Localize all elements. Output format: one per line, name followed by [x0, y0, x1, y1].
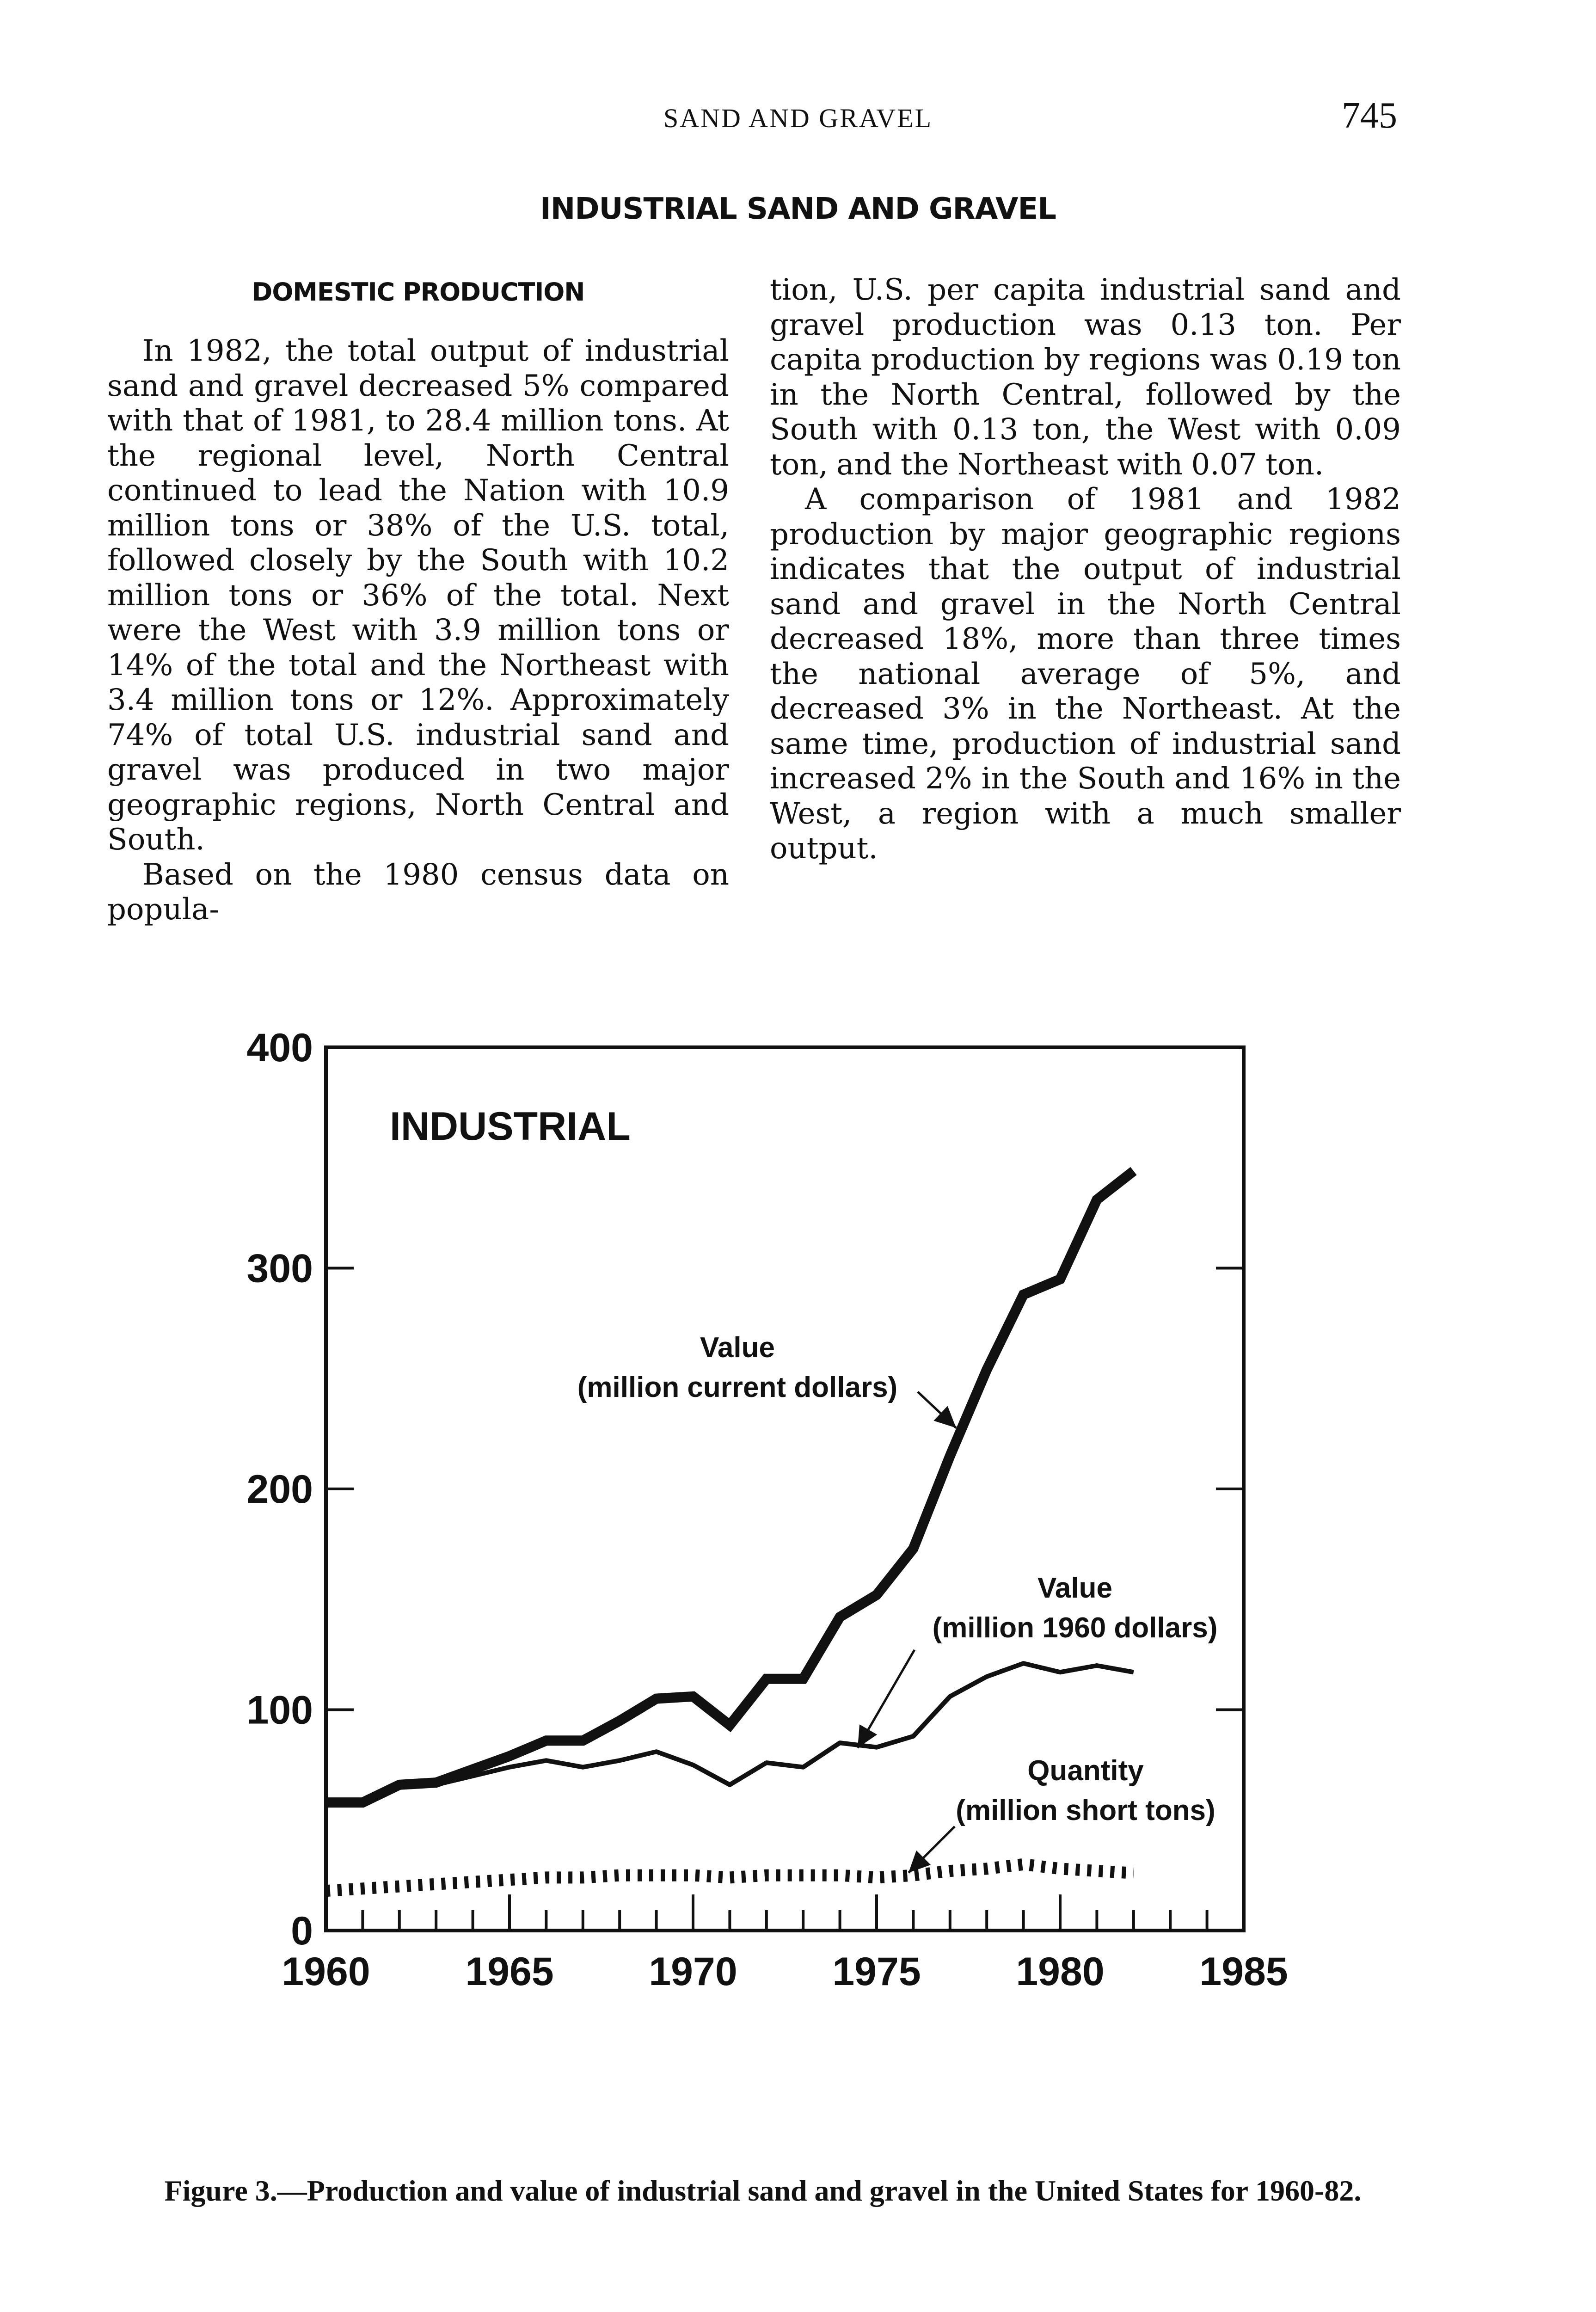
label-value-current-dollars-line1: Value	[700, 1332, 775, 1364]
paragraph-1: In 1982, the total output of industrial sand and gravel decreased 5% compared with that of 1981, to 28.4 million tons. At the regional level, North Central continued to lead the Nation with 10.9 million tons or 38% of the U.S. total, followed closely by the South with 10.2 million tons or 36% of the total. Next were the West with 3.9 million tons or 14% of the total and the Northeast with 3.4 million tons or 12%. Approximately 74% of total U.S. industrial sand and gravel was produced in two major geographic regions, North Central and South.	[107, 334, 729, 857]
y-tick-label: 100	[246, 1688, 313, 1733]
series-value-1960-dollars	[326, 1663, 1134, 1802]
label-quantity-short-tons-line2: (million short tons)	[956, 1795, 1215, 1826]
section-title: INDUSTRIAL SAND AND GRAVEL	[540, 192, 1056, 226]
x-tick-label: 1960	[282, 1949, 370, 1994]
paragraph-2-continued: tion, U.S. per capita industrial sand and gravel production was 0.13 ton. Per capita production by regions was 0.19 ton in the North Central, followed by the South with 0.13 ton, the West with 0.09 ton, and the Northeast with 0.07 ton.	[770, 273, 1401, 482]
page-number: 745	[1342, 95, 1397, 136]
label-value-current-dollars-line2: (million current dollars)	[577, 1371, 898, 1403]
label-value-1960-dollars-line1: Value	[1037, 1572, 1112, 1604]
series-quantity-short-tons	[326, 1864, 1134, 1891]
running-head: SAND AND GRAVEL	[663, 103, 933, 133]
x-tick-label: 1965	[465, 1949, 554, 1994]
y-tick-label: 300	[246, 1246, 313, 1291]
y-tick-label: 0	[291, 1909, 313, 1953]
paragraph-2: Based on the 1980 census data on popula-	[107, 857, 729, 927]
y-tick-label: 400	[246, 1026, 313, 1070]
series-value-current-dollars	[326, 1171, 1134, 1802]
figure-caption: Figure 3.—Production and value of industrial sand and gravel in the United States for 1960-82.	[164, 2174, 1362, 2207]
label-value-1960-dollars-line2: (million 1960 dollars)	[932, 1612, 1218, 1644]
x-tick-label: 1985	[1199, 1949, 1288, 1994]
label-quantity-short-tons-line1: Quantity	[1027, 1755, 1144, 1787]
paragraph-3: A comparison of 1981 and 1982 production by major geographic regions indicates that the output of industrial sand and gravel in the North Central decreased 18%, more than three times the national average of 5%, and decreased 3% in the Northeast. At the same time, production of industrial sand increased 2% in the South and 16% in the West, a region with a much smaller output.	[770, 482, 1401, 866]
y-tick-label: 200	[246, 1467, 313, 1512]
subhead: DOMESTIC PRODUCTION	[252, 277, 585, 307]
chart-title: INDUSTRIAL	[390, 1104, 631, 1149]
x-tick-label: 1975	[832, 1949, 921, 1994]
x-tick-label: 1980	[1016, 1949, 1105, 1994]
x-tick-label: 1970	[649, 1949, 737, 1994]
